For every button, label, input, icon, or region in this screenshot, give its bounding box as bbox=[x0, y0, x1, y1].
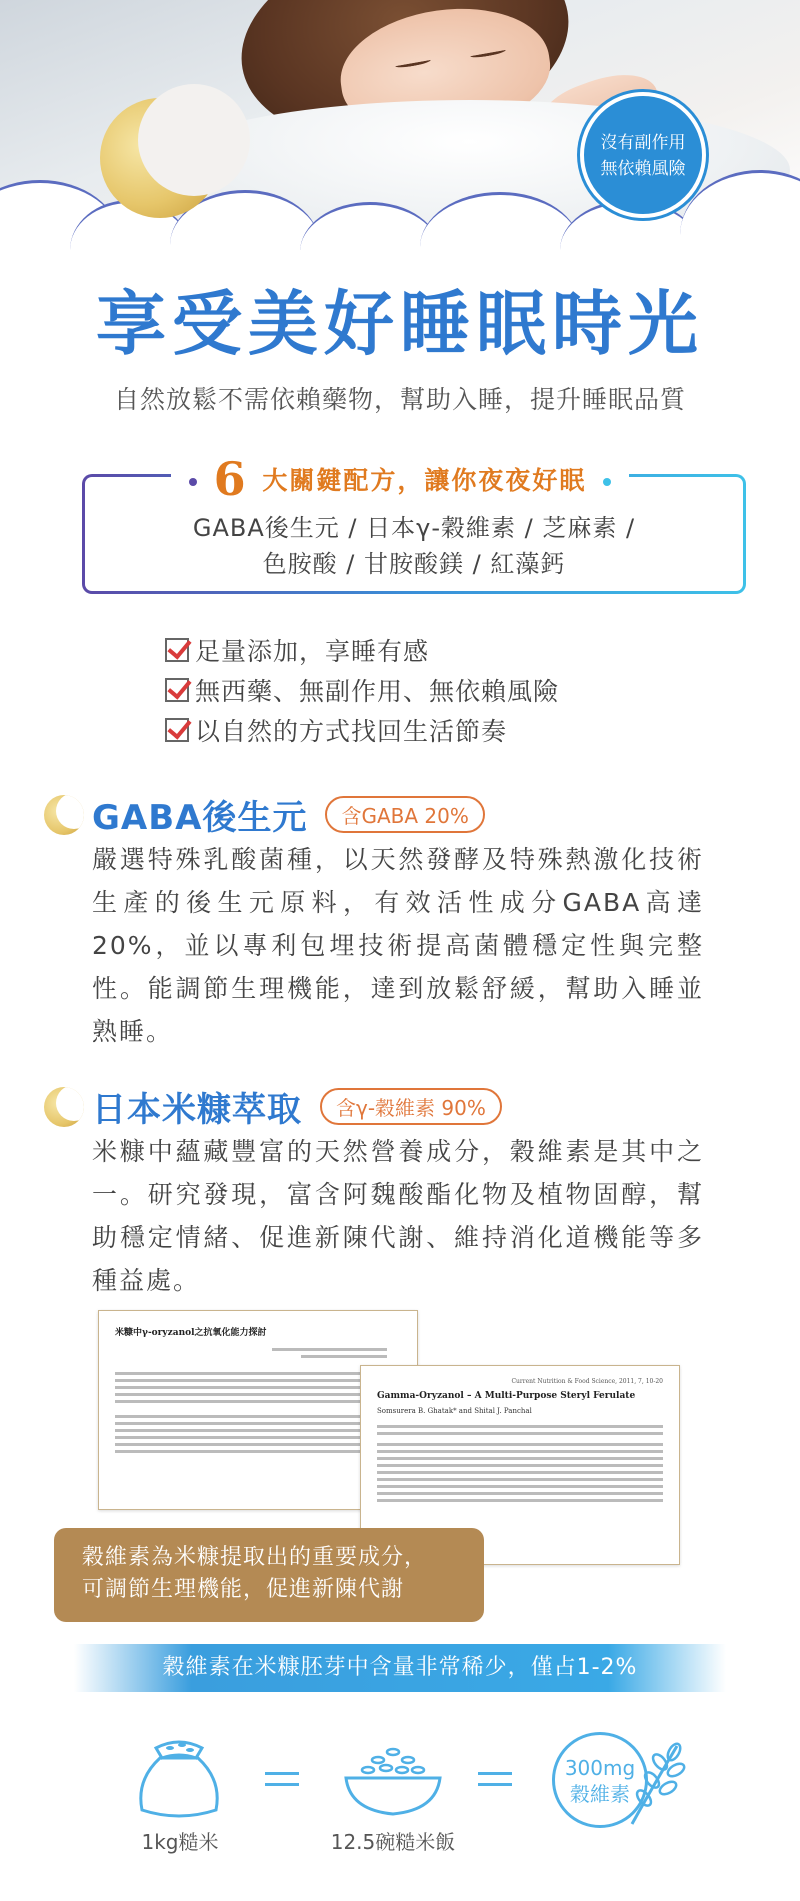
rarity-banner: 穀維素在米糠胚芽中含量非常稀少，僅占1-2% bbox=[74, 1644, 726, 1692]
page-title: 享受美好睡眠時光 bbox=[96, 282, 704, 365]
no-side-effect-badge bbox=[580, 92, 706, 218]
rice-section-header bbox=[44, 1082, 502, 1131]
equals-icon bbox=[265, 1772, 299, 1786]
wheat-icon bbox=[622, 1738, 692, 1828]
paper-title: Gamma-Oryzanol – A Multi-Purpose Steryl Ferulate bbox=[377, 1391, 636, 1401]
badge-line: 無依賴風險 bbox=[600, 159, 686, 179]
rice-title: 日本米糠萃取 bbox=[92, 1090, 302, 1130]
rice-description: 米糠中蘊藏豐富的天然營養成分，穀維素是其中之一。研究發現，富含阿魏酸酯化物及植物固醇，幫助穩定情緒、促進新陳代謝、維持消化道機能等多種益處。 bbox=[92, 1137, 704, 1295]
check-item bbox=[165, 630, 559, 670]
check-item-label: 無西藥、無副作用、無依賴風險 bbox=[195, 677, 560, 706]
crescent-moon-icon bbox=[44, 1087, 84, 1127]
check-item bbox=[165, 710, 559, 750]
paper-journal: Current Nutrition & Food Science, 2011, 7, 10-20 bbox=[511, 1378, 663, 1385]
rice-content-pill: 含γ-穀維素 90% bbox=[320, 1088, 502, 1125]
gaba-description: 嚴選特殊乳酸菌種，以天然發酵及特殊熱激化技術生產的後生元原料，有效活性成分GABA高達20%，並以專利包埋技術提高菌體穩定性與完整性。能調節生理機能，達到放鬆舒緩，幫助入睡並熟睡。 bbox=[92, 845, 704, 1046]
paper-title: 米糠中γ-oryzanol之抗氧化能力探討 bbox=[115, 1328, 267, 1338]
dot-icon bbox=[603, 478, 611, 486]
brown-rice-caption: 1kg糙米 bbox=[141, 1830, 219, 1854]
checkbox-checked-icon bbox=[165, 678, 189, 702]
rice-bowl-icon bbox=[338, 1740, 448, 1820]
oryzanol-callout bbox=[54, 1528, 484, 1622]
feature-checklist bbox=[165, 630, 559, 750]
checkbox-checked-icon bbox=[165, 638, 189, 662]
gaba-section-header bbox=[44, 790, 485, 839]
callout-line: 可調節生理機能，促進新陳代謝 bbox=[82, 1577, 405, 1602]
ring-label: 穀維素 bbox=[570, 1782, 630, 1806]
formula-heading bbox=[0, 452, 800, 506]
equals-icon bbox=[478, 1772, 512, 1786]
rice-sack-icon bbox=[126, 1730, 232, 1820]
formula-ingredients-line1: GABA後生元 / 日本γ-穀維素 / 芝麻素 / bbox=[192, 514, 636, 542]
moon-shadow bbox=[138, 84, 250, 196]
check-item-label: 以自然的方式找回生活節奏 bbox=[195, 717, 508, 746]
callout-line: 穀維素為米糠提取出的重要成分， bbox=[82, 1545, 428, 1570]
paper-authors: Somsurera B. Ghatak* and Shital J. Panchal bbox=[377, 1407, 532, 1415]
check-item-label: 足量添加，享睡有感 bbox=[195, 637, 430, 666]
check-item bbox=[165, 670, 559, 710]
gaba-content-pill: 含GABA 20% bbox=[325, 796, 484, 833]
formula-number: 6 bbox=[213, 452, 248, 506]
badge-line: 沒有副作用 bbox=[600, 133, 686, 153]
gaba-title: GABA後生元 bbox=[92, 798, 308, 838]
formula-heading-text: 大關鍵配方，讓你夜夜好眠 bbox=[262, 466, 587, 495]
dot-icon bbox=[189, 478, 197, 486]
checkbox-checked-icon bbox=[165, 718, 189, 742]
rice-bowl-caption: 12.5碗糙米飯 bbox=[330, 1830, 456, 1854]
page-subtitle: 自然放鬆不需依賴藥物，幫助入睡，提升睡眠品質 bbox=[113, 385, 686, 414]
crescent-moon-icon bbox=[44, 795, 84, 835]
ring-amount: 300mg bbox=[564, 1756, 636, 1780]
formula-ingredients-line2: 色胺酸 / 甘胺酸鎂 / 紅藻鈣 bbox=[262, 550, 566, 578]
